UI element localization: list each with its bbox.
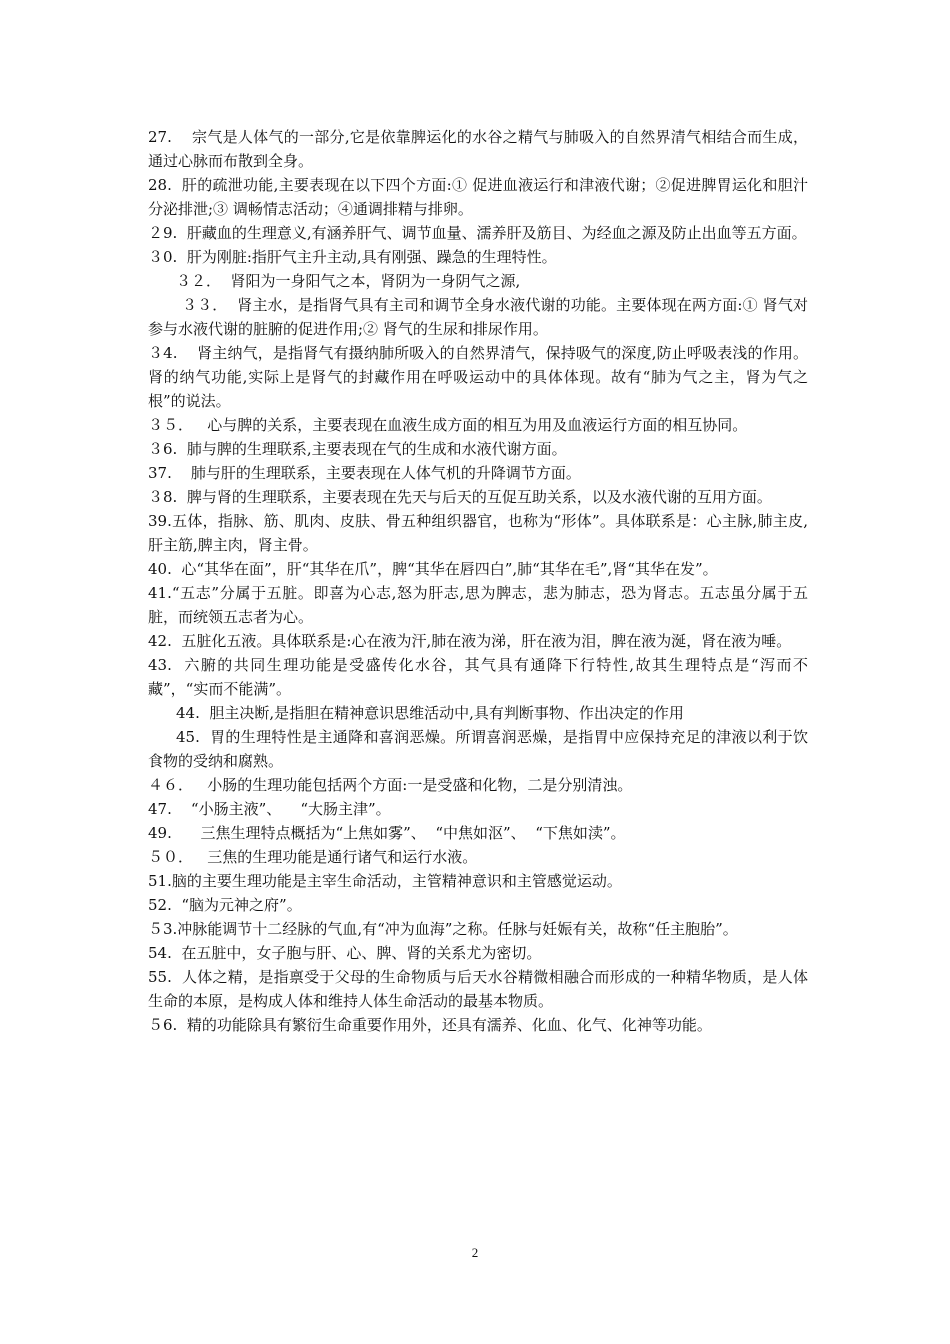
page-number: 2	[471, 1245, 479, 1260]
paragraph-35: ３５． 心与脾的关系，主要表现在血液生成方面的相互为用及血液运行方面的相互协同。	[148, 416, 748, 434]
paragraph-43: 43. 六腑的共同生理功能是受盛传化水谷，其气具有通降下行特性,故其生理特点是“泻而不藏”，“实而不能满”。	[148, 656, 808, 698]
paragraph-41: 41.“五志”分属于五脏。即喜为心志,怒为肝志,思为脾志，悲为肺志，恐为肾志。五志虽分属于五脏，而统领五志者为心。	[148, 584, 808, 626]
paragraph-27: 27. 宗气是人体气的一部分,它是依靠脾运化的水谷之精气与肺吸入的自然界清气相结合而生成，通过心脉而布散到全身。	[148, 128, 808, 170]
paragraph-55: 55. 人体之精，是指禀受于父母的生命物质与后天水谷精微相融合而形成的一种精华物质，是人体生命的本原，是构成人体和维持人体生命活动的最基本物质。	[148, 968, 808, 1010]
paragraph-32: ３２． 肾阳为一身阳气之本，肾阴为一身阴气之源,	[176, 272, 521, 290]
paragraph-37: 37. 肺与肝的生理联系，主要表现在人体气机的升降调节方面。	[148, 464, 581, 482]
paragraph-47: 47. “小肠主液”、 “大肠主津”。	[148, 800, 391, 818]
paragraph-53: ５3.冲脉能调节十二经脉的气血,有“冲为血海”之称。任脉与妊娠有关，故称“任主胞胎”。	[148, 920, 738, 938]
paragraph-33: ３３． 肾主水，是指肾气具有主司和调节全身水液代谢的功能。主要体现在两方面:① 肾气对参与水液代谢的脏腑的促进作用;② 肾气的生尿和排尿作用。	[148, 296, 808, 338]
paragraph-45: 45. 胃的生理特性是主通降和喜润恶燥。所谓喜润恶燥，是指胃中应保持充足的津液以利于饮食物的受纳和腐熟。	[148, 728, 808, 770]
paragraph-44: 44. 胆主决断,是指胆在精神意识思维活动中,具有判断事物、作出决定的作用	[176, 704, 684, 722]
paragraph-52: 52. “脑为元神之府”。	[148, 896, 302, 914]
paragraph-54: 54. 在五脏中，女子胞与肝、心、脾、肾的关系尤为密切。	[148, 944, 542, 962]
paragraph-29: ２9. 肝藏血的生理意义,有涵养肝气、调节血量、濡养肝及筋目、为经血之源及防止出血等五方面。	[148, 224, 807, 242]
paragraph-38: ３8. 脾与肾的生理联系，主要表现在先天与后天的互促互助关系，以及水液代谢的互用方面。	[148, 488, 772, 506]
paragraph-42: 42. 五脏化五液。具体联系是:心在液为汗,肺在液为涕，肝在液为泪，脾在液为涎，肾在液为唾。	[148, 632, 792, 650]
paragraph-40: 40. 心“其华在面”，肝“其华在爪”，脾“其华在唇四白”,肺“其华在毛”,肾“其华在发”。	[148, 560, 718, 578]
paragraph-56: ５6. 精的功能除具有繁衍生命重要作用外，还具有濡养、化血、化气、化神等功能。	[148, 1016, 712, 1034]
paragraph-28: 28. 肝的疏泄功能,主要表现在以下四个方面:① 促进血液运行和津液代谢；②促进脾胃运化和胆汁分泌排泄;③ 调畅情志活动；④通调排精与排卵。	[148, 176, 808, 218]
document-body	[148, 125, 808, 1037]
paragraph-39: 39.五体，指脉、筋、肌肉、皮肤、骨五种组织器官，也称为“形体”。具体联系是：心主脉,肺主皮,肝主筋,脾主肉，肾主骨。	[148, 512, 808, 554]
paragraph-34: ３4. 肾主纳气，是指肾气有摄纳肺所吸入的自然界清气，保持吸气的深度,防止呼吸表浅的作用。肾的纳气功能,实际上是肾气的封藏作用在呼吸运动中的具体体现。故有“肺为气之主，肾为气之根”的说法。	[148, 344, 808, 410]
paragraph-51: 51.脑的主要生理功能是主宰生命活动，主管精神意识和主管感觉运动。	[148, 872, 622, 890]
paragraph-50: ５０． 三焦的生理功能是通行诸气和运行水液。	[148, 848, 478, 866]
paragraph-36: ３6. 肺与脾的生理联系,主要表现在气的生成和水液代谢方面。	[148, 440, 567, 458]
paragraph-49: 49. 三焦生理特点概括为“上焦如雾”、 “中焦如沤”、 “下焦如渎”。	[148, 824, 626, 842]
paragraph-46: ４６． 小肠的生理功能包括两个方面:一是受盛和化物，二是分别清浊。	[148, 776, 633, 794]
paragraph-30: ３0. 肝为刚脏:指肝气主升主动,具有刚强、躁急的生理特性。	[148, 248, 557, 266]
